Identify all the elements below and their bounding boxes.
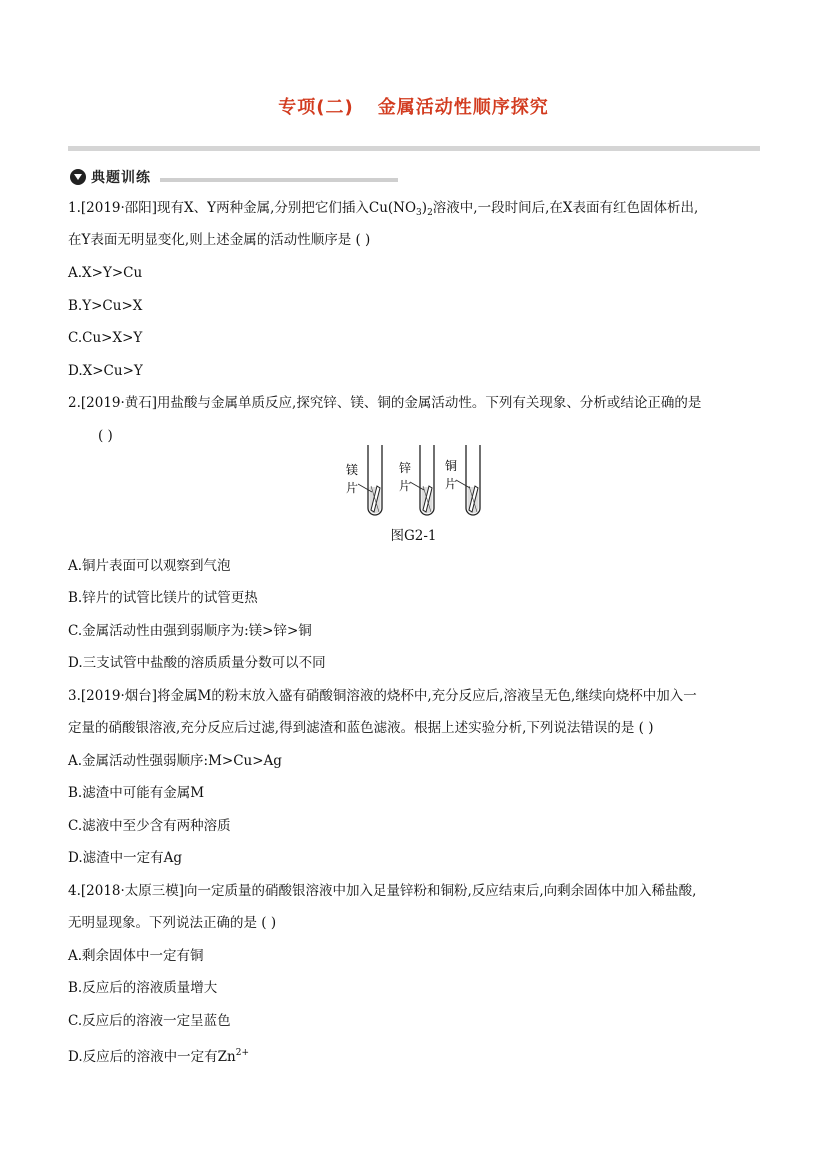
triangle-down-icon	[70, 169, 86, 185]
label-zn-2: 片	[399, 479, 412, 493]
q2-option-d: D.三支试管中盐酸的溶质质量分数可以不同	[68, 655, 326, 671]
figure-caption: 图G2-1	[390, 528, 437, 544]
label-zn-1: 锌	[399, 461, 412, 475]
label-mg-1: 镁	[346, 463, 359, 477]
label-cu-1: 铜	[445, 459, 458, 473]
q3-option-c: C.滤液中至少含有两种溶质	[68, 818, 231, 834]
q1-option-d: D.X>Cu>Y	[68, 363, 143, 379]
q1-stem-line2: 在Y表面无明显变化,则上述金属的活动性顺序是 ( )	[68, 232, 371, 248]
q4-option-b: B.反应后的溶液质量增大	[68, 980, 218, 996]
label-cu-2: 片	[445, 477, 458, 491]
q4-stem-line2: 无明显现象。下列说法正确的是 ( )	[68, 915, 277, 931]
tube-copper	[466, 445, 480, 515]
tube-magnesium	[368, 445, 382, 515]
q2-option-a: A.铜片表面可以观察到气泡	[68, 558, 231, 574]
q3-option-a: A.金属活动性强弱顺序:M>Cu>Ag	[68, 753, 282, 769]
q3-option-b: B.滤渣中可能有金属M	[68, 785, 205, 801]
q1-option-c: C.Cu>X>Y	[68, 330, 143, 346]
q3-option-d: D.滤渣中一定有Ag	[68, 850, 183, 866]
q2-stem: 2.[2019·黄石]用盐酸与金属单质反应,探究锌、镁、铜的金属活动性。下列有关现象、分析或结论正确的是	[68, 395, 702, 411]
page-title	[0, 93, 827, 119]
title-divider	[68, 146, 760, 151]
section-header	[70, 168, 151, 186]
q3-stem-line2: 定量的硝酸银溶液,充分反应后过滤,得到滤渣和蓝色滤液。根据上述实验分析,下列说法错误的是 ( )	[68, 720, 654, 736]
q1-option-a: A.X>Y>Cu	[68, 265, 143, 281]
tube-zinc	[420, 445, 434, 515]
q4-option-a: A.剩余固体中一定有铜	[68, 948, 204, 964]
q4-option-c: C.反应后的溶液一定呈蓝色	[68, 1013, 231, 1029]
q2-stem-line2: ( )	[98, 428, 113, 444]
q2-option-b: B.锌片的试管比镁片的试管更热	[68, 590, 258, 606]
q1-stem: 1.[2019·邵阳]现有X、Y两种金属,分别把它们插入$Cu(NO_3)_2$溶液中,一段时间后,在X表面有红色固体析出,	[68, 200, 699, 218]
title-part2: 金属活动性顺序探究	[377, 97, 549, 118]
section-label: 典题训练	[91, 170, 151, 186]
q4-option-d: D.反应后的溶液中一定有$Zn^{2+}$	[68, 1048, 249, 1065]
q1-option-b: B.Y>Cu>X	[68, 298, 143, 314]
test-tubes-figure	[336, 442, 496, 520]
section-divider	[160, 178, 398, 182]
label-mg-2: 片	[346, 481, 359, 495]
title-part1: 专项(二)	[278, 97, 354, 118]
q2-option-c: C.金属活动性由强到弱顺序为:镁>锌>铜	[68, 623, 312, 639]
q3-stem: 3.[2019·烟台]将金属M的粉末放入盛有硝酸铜溶液的烧杯中,充分反应后,溶液呈无色,继续向烧杯中加入一	[68, 688, 697, 704]
q4-stem: 4.[2018·太原三模]向一定质量的硝酸银溶液中加入足量锌粉和铜粉,反应结束后,向剩余固体中加入稀盐酸,	[68, 883, 697, 899]
